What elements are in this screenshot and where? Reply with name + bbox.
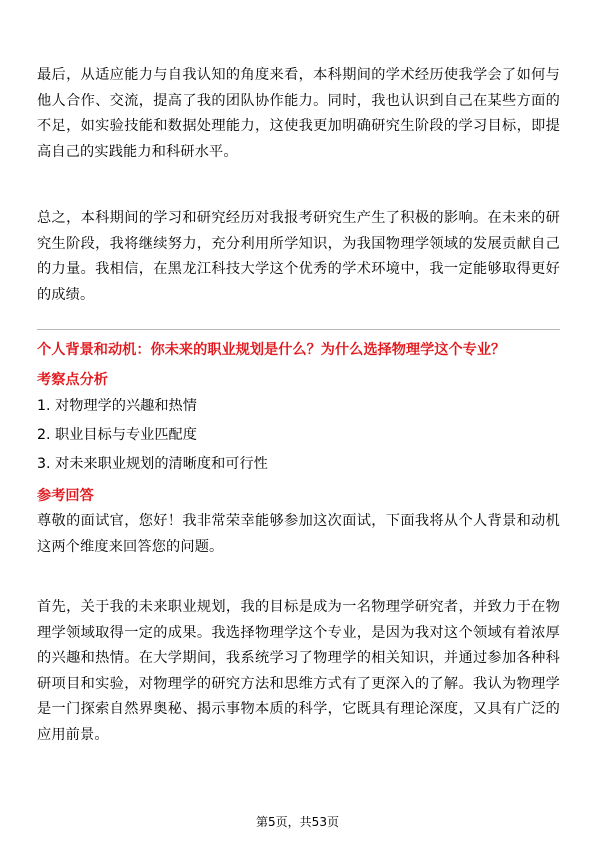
analysis-title: 考察点分析: [37, 372, 108, 388]
answer-paragraph-career: 首先，关于我的未来职业规划，我的目标是成为一名物理学研究者，并致力于在物理学领域取得一定的成果。我选择物理学这个专业，是因为我对这个领域有着浓厚的兴趣和热情。在大学期间，我系统学习了物理学的相关知识，并通过参加各种科研项目和实验，对物理学的研究方法和思维方式有了更深入的了解。我认为物理学是一门探索自然界奥秘、揭示事物本质的科学，它既具有理论深度，又具有广泛的应用前景。: [37, 599, 560, 743]
answer-title: 参考回答: [37, 488, 94, 504]
interview-question: 个人背景和动机：你未来的职业规划是什么？为什么选择物理学这个专业？: [37, 342, 506, 358]
answer-paragraph-greeting: 尊敬的面试官，您好！我非常荣幸能够参加这次面试，下面我将从个人背景和动机这两个维度来回答您的问题。: [37, 513, 560, 555]
paragraph-conclusion: 总之，本科期间的学习和研究经历对我报考研究生产生了积极的影响。在未来的研究生阶段，我将继续努力，充分利用所学知识，为我国物理学领域的发展贡献自己的力量。我相信，在黑龙江科技大学这个优秀的学术环境中，我一定能够取得更好的成绩。: [37, 210, 560, 303]
page-number-footer: 第5页，共53页: [256, 815, 339, 829]
analysis-item: 1. 对物理学的兴趣和热情: [37, 398, 197, 414]
analysis-item: 3. 对未来职业规划的清晰度和可行性: [37, 456, 268, 472]
section-divider: [37, 329, 560, 330]
analysis-item: 2. 职业目标与专业匹配度: [37, 427, 197, 443]
paragraph-adaptability: 最后，从适应能力与自我认知的角度来看，本科期间的学术经历使我学会了如何与他人合作、交流，提高了我的团队协作能力。同时，我也认识到自己在某些方面的不足，如实验技能和数据处理能力，这使我更加明确研究生阶段的学习目标，即提高自己的实践能力和科研水平。: [37, 67, 560, 160]
